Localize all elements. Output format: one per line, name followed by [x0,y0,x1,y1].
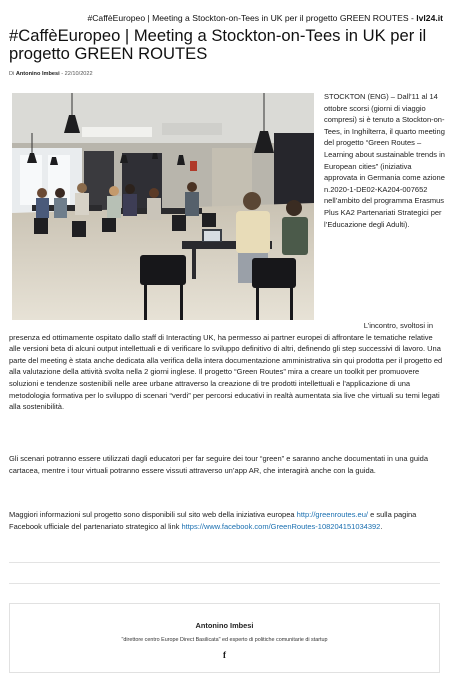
paragraph-lead: L’incontro, svoltosi in [363,321,433,330]
article-meta [9,71,93,77]
meta-author-link[interactable]: Antonino Imbesi [15,71,60,77]
greenroutes-website-link[interactable]: http://greenroutes.eu/ [296,510,368,519]
article-photo [12,93,314,320]
meta-by: Di [9,71,16,77]
facebook-page-link[interactable]: https://www.facebook.com/GreenRoutes-108204151034392 [181,521,381,531]
p3-text-c: . [380,521,383,531]
divider [9,583,440,584]
divider [9,562,440,563]
article-intro: STOCKTON (ENG) – Dall’11 al 14 ottobre scorsi (giorni di viaggio compresi) si è tenuto a Stockton-on-Tees, in Inghilterra, il quarto meeting del progetto “Green Routes – Learning about sustainable trends in European cities” (iniziativa approvata in Germania come azione n.2020-1-DE02-KA204-007652 nell’ambito del programma Erasmus Plus KA2 Partenariati Strategici per l’Educazione degli Adulti). [324,92,445,229]
article-paragraph-1 [9,320,443,413]
site-name[interactable]: lvl24.it [416,13,443,23]
facebook-icon[interactable]: f [223,650,226,660]
author-description: "direttore centro Europe Direct Basilicata" ed esperto di politiche comunitarie di startup [121,637,328,643]
paragraph-body: presenza ed ottimamente ospitato dallo staff di Interacting UK, ha permesso ai partner europei di affrontare le tematiche relative alle versioni beta di alcuni output intellettuali e di verificare lo sviluppo definitivo di altri, definendo gli step successivi di lavoro. Una parte del meeting è stata anche dedicata alla verifica della intera documentazione amministrativa sin qui prodotta per il progetto ed alla valutazione della attività svolta nella 2 giorni inglese. Il progetto “Green Routes” mira a creare un toolkit per promuovere soluzioni e tendenze sostenibili nelle aree urbane attraverso la creazione di tre prodotti intellettuali e l’applicazione di una metodologia formativa per lo sviluppo di scenari “verdi” per percorsi educativi in realtà aumentata sia live che virtuali su temi legati alla sostenibilità. [9,332,443,412]
meta-date: - 22/10/2022 [59,71,93,77]
author-name[interactable]: Antonino Imbesi [195,621,254,630]
article-paragraph-2: Gli scenari potranno essere utilizzati dagli educatori per far seguire dei tour “green” e saranno anche documentati in una guida cartacea, mentre i tour virtuali potranno essere vissuti attraverso un’app AR, che interagirà anche con la guida. [9,454,428,475]
header-breadcrumb: #CaffèEuropeo | Meeting a Stockton-on-Tees in UK per il progetto GREEN ROUTES - [87,13,417,23]
article-title: #CaffèEuropeo | Meeting a Stockton-on-Tees in UK per il progetto GREEN ROUTES [9,26,427,63]
meeting-room-photo [12,93,314,320]
p3-text-b: e sulla pagina Facebook ufficiale del partenariato strategico al link [9,510,417,531]
author-box [9,603,440,673]
p3-text-a: Maggiori informazioni sul progetto sono disponibili sul sito web della iniziativa europea [9,510,297,519]
article-paragraph-3 [9,509,443,532]
